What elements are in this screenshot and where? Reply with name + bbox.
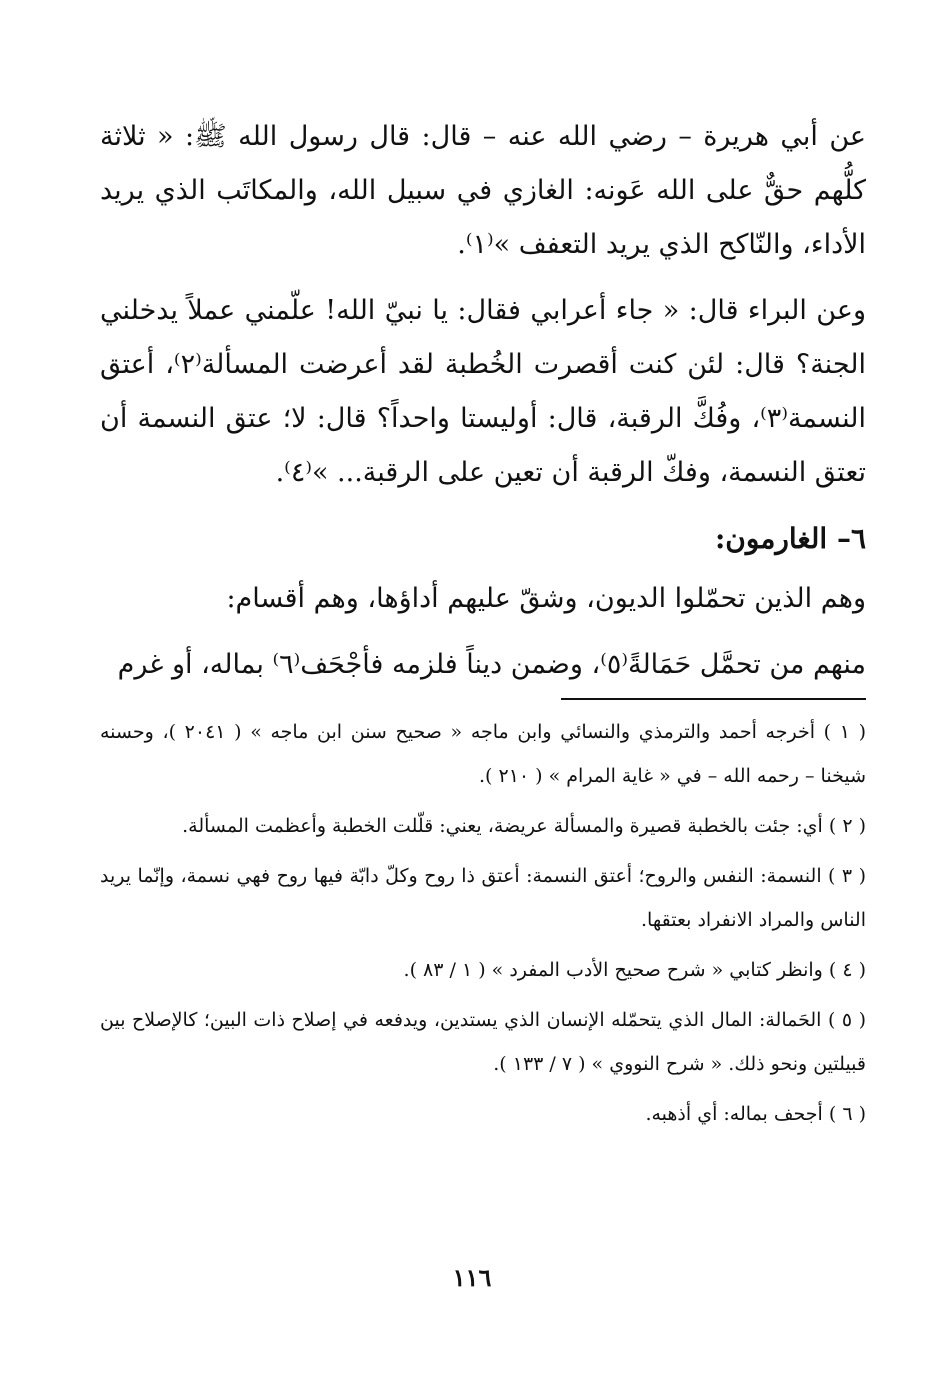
footnote-1: ( ١ ) أخرجه أحمد والترمذي والنسائي وابن ماجه « صحيح سنن ابن ماجه » ( ٢٠٤١ )، وحسنه شيخنا – رحمه الله – في « غاية المرام » ( ٢١٠ ). xyxy=(100,721,866,787)
section-heading: ٦– الغارمون: xyxy=(714,522,866,555)
page-content xyxy=(100,110,866,1142)
footnotes xyxy=(100,710,866,1136)
page-number: ١١٦ xyxy=(452,1263,492,1292)
section-intro: وهم الذين تحمّلوا الديون، وشقّ عليهم أداؤها، وهم أقسام: xyxy=(226,583,866,614)
footnote-divider xyxy=(561,698,866,700)
footnote-2: ( ٢ ) أي: جئت بالخطبة قصيرة والمسألة عريضة، يعني: قلّلت الخطبة وأعظمت المسألة. xyxy=(182,815,866,837)
footnote-6: ( ٦ ) أجحف بماله: أي أذهبه. xyxy=(645,1103,866,1125)
footnote-4: ( ٤ ) وانظر كتابي « شرح صحيح الأدب المفرد » ( ١ / ٨٣ ). xyxy=(403,959,866,981)
hadith-paragraph-al-bara: وعن البراء قال: « جاء أعرابي فقال: يا نبيّ الله! علّمني عملاً يدخلني الجنة؟ قال: لئن كنت أقصرت الخُطبة لقد أعرضت المسألة⁽٢⁾، أعتق النسمة⁽٣⁾، وفُكَّ الرقبة، قال: أوليستا واحداً؟ قال: لا؛ عتق النسمة أن تعتق النسمة، وفكّ الرقبة أن تعين على الرقبة... »⁽٤⁾. xyxy=(100,295,866,488)
footnote-5: ( ٥ ) الحَمالة: المال الذي يتحمّله الإنسان الذي يستدين، ويدفعه في إصلاح ذات البين؛ كالإصلاح بين قبيلتين ونحو ذلك. « شرح النووي » ( ٧ / ١٣٣ ). xyxy=(100,1009,866,1075)
hadith-paragraph-abu-hurayra: عن أبي هريرة – رضي الله عنه – قال: قال رسول الله ﷺ: « ثلاثة كلُّهم حقٌّ على الله عَونه: الغازي في سبيل الله، والمكاتَب الذي يريد الأداء، والنّاكح الذي يريد التعفف »⁽١⁾. xyxy=(100,121,866,260)
section-continuation: منهم من تحمَّل حَمَالةً⁽٥⁾، وضمن ديناً فلزمه فأجْحَف⁽٦⁾ بماله، أو غرم xyxy=(117,649,866,680)
footnote-3: ( ٣ ) النسمة: النفس والروح؛ أعتق النسمة: أعتق ذا روح وكلّ دابّة فيها روح فهي نسمة، وإنّما يريد الناس والمراد الانفراد بعتقها. xyxy=(100,865,867,931)
